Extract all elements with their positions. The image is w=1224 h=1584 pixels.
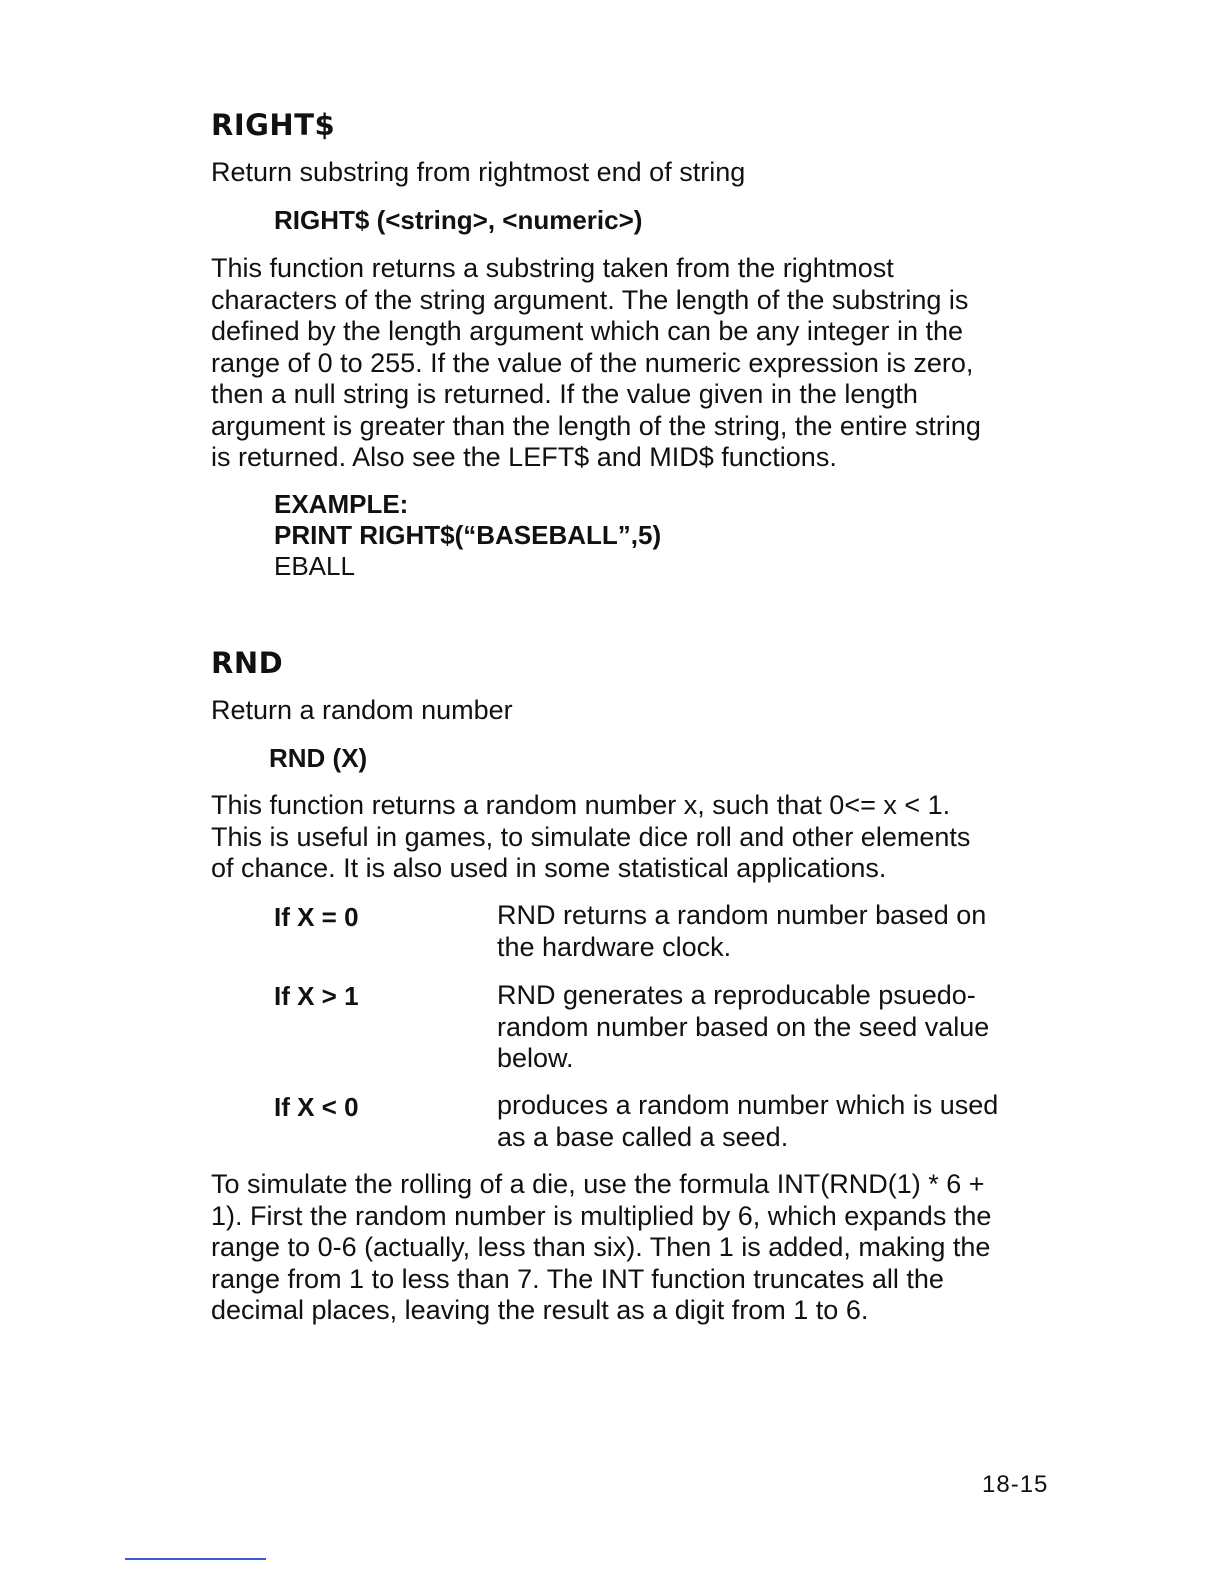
condition-desc-line: RND generates a reproducable psuedo- bbox=[497, 980, 976, 1010]
right-description-line: range of 0 to 255. If the value of the numeric expression is zero, bbox=[211, 347, 974, 378]
rnd-closing-line: 1). First the random number is multiplied by 6, which expands the bbox=[211, 1200, 992, 1231]
right-syntax: RIGHT$ (<string>, <numeric>) bbox=[274, 205, 643, 235]
condition-desc-line: random number based on the seed value bbox=[497, 1011, 990, 1042]
condition-desc-x-greater bbox=[497, 980, 989, 1075]
rnd-closing-line: range to 0-6 (actually, less than six). Then 1 is added, making the bbox=[211, 1232, 991, 1262]
right-example bbox=[274, 489, 661, 582]
condition-desc-line: produces a random number which is used bbox=[497, 1090, 999, 1120]
right-heading: RIGHT$ bbox=[211, 108, 336, 142]
right-description-line: then a null string is returned. If the value given in the length bbox=[211, 379, 918, 409]
rnd-description-line: This is useful in games, to simulate dice roll and other elements bbox=[211, 821, 971, 852]
right-description bbox=[211, 253, 981, 474]
condition-desc-line: as a base called a seed. bbox=[497, 1121, 789, 1152]
rnd-description-line: of chance. It is also used in some statistical applications. bbox=[211, 853, 887, 883]
example-code: PRINT RIGHT$(“BASEBALL”,5) bbox=[274, 520, 662, 550]
page-number: 18-15 bbox=[982, 1471, 1049, 1498]
condition-label-x-greater: If X > 1 bbox=[274, 981, 359, 1011]
right-summary: Return substring from rightmost end of string bbox=[211, 157, 746, 187]
rnd-description-line: This function returns a random number x, such that 0<= x < 1. bbox=[211, 790, 951, 820]
condition-label-x-less: If X < 0 bbox=[274, 1092, 359, 1122]
bottom-divider bbox=[125, 1558, 266, 1560]
right-description-line: defined by the length argument which can be any integer in the bbox=[211, 316, 964, 346]
condition-desc-line: RND returns a random number based on bbox=[497, 900, 987, 930]
right-description-line: characters of the string argument. The length of the substring is bbox=[211, 284, 969, 315]
rnd-heading: RND bbox=[211, 646, 284, 680]
condition-label-x-zero: If X = 0 bbox=[274, 902, 359, 932]
example-result: EBALL bbox=[274, 551, 355, 581]
condition-desc-line: the hardware clock. bbox=[497, 931, 732, 962]
condition-desc-x-zero bbox=[497, 900, 986, 963]
example-label: EXAMPLE: bbox=[274, 489, 409, 519]
right-description-line: This function returns a substring taken from the rightmost bbox=[211, 253, 894, 283]
rnd-syntax: RND (X) bbox=[269, 743, 368, 773]
rnd-closing-paragraph bbox=[211, 1169, 991, 1327]
condition-desc-x-less bbox=[497, 1090, 998, 1153]
right-description-line: is returned. Also see the LEFT$ and MID$ functions. bbox=[211, 442, 837, 472]
rnd-closing-line: To simulate the rolling of a die, use the formula INT(RND(1) * 6 + bbox=[211, 1169, 985, 1199]
condition-desc-line: below. bbox=[497, 1043, 574, 1073]
right-description-line: argument is greater than the length of the string, the entire string bbox=[211, 410, 981, 441]
rnd-summary: Return a random number bbox=[211, 695, 513, 725]
rnd-closing-line: range from 1 to less than 7. The INT function truncates all the bbox=[211, 1263, 944, 1294]
rnd-closing-line: decimal places, leaving the result as a digit from 1 to 6. bbox=[211, 1295, 869, 1325]
rnd-description bbox=[211, 790, 970, 885]
